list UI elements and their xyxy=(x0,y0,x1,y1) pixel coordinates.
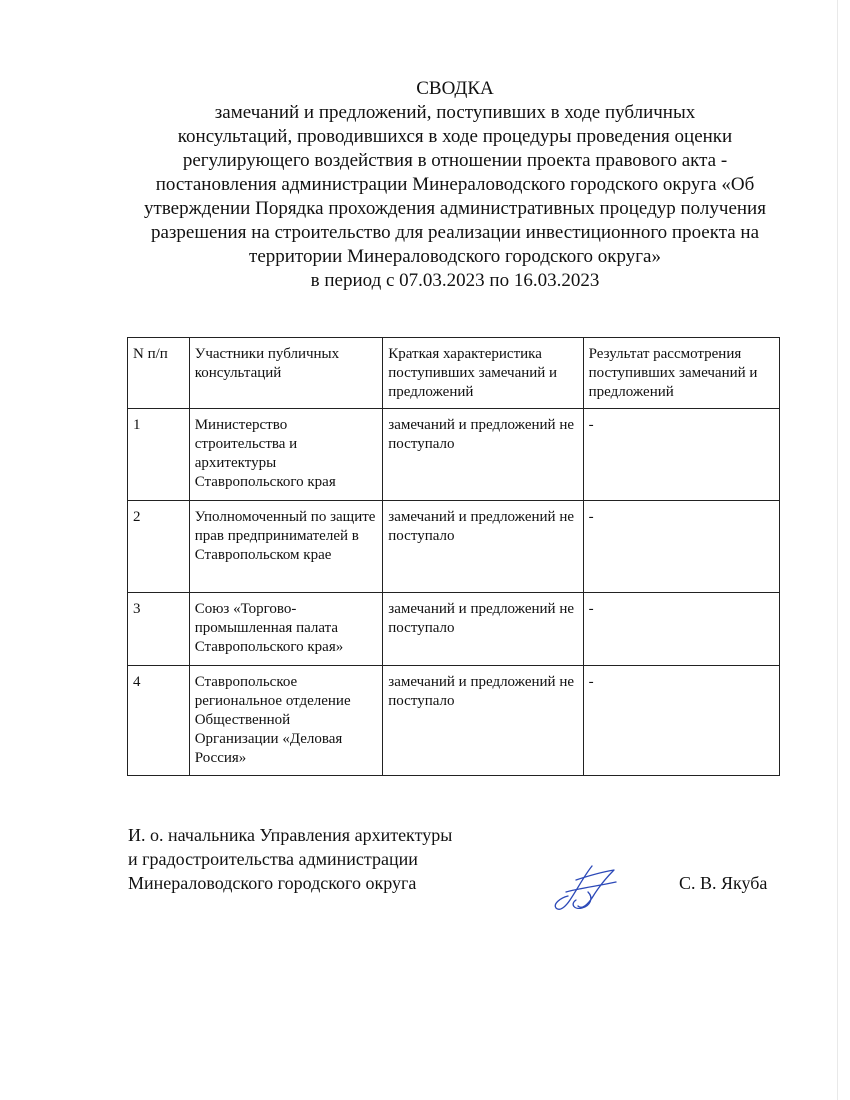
table-row xyxy=(128,501,780,593)
signatory-position xyxy=(128,823,452,895)
document-header xyxy=(100,77,810,293)
result-cell: - xyxy=(583,666,779,776)
table-row xyxy=(128,593,780,666)
document-title: СВОДКА xyxy=(416,78,494,99)
header-line: консультаций, проводившихся в ходе процедуры проведения оценки xyxy=(177,126,733,147)
remarks-cell: замечаний и предложений не поступало xyxy=(383,501,583,593)
header-line: замечаний и предложений, поступивших в ходе публичных xyxy=(214,102,696,123)
remarks-cell: замечаний и предложений не поступало xyxy=(383,666,583,776)
participant-cell: Ставропольское региональное отделение Общественной Организации «Деловая Россия» xyxy=(189,666,383,776)
table-row xyxy=(128,409,780,501)
result-cell: - xyxy=(583,593,779,666)
row-number: 1 xyxy=(128,409,190,501)
remarks-cell: замечаний и предложений не поступало xyxy=(383,409,583,501)
scan-edge-line xyxy=(837,0,838,1100)
row-number: 3 xyxy=(128,593,190,666)
result-cell: - xyxy=(583,409,779,501)
row-number: 4 xyxy=(128,666,190,776)
header-line: регулирующего воздействия в отношении проекта правового акта - xyxy=(182,150,728,171)
consultation-table xyxy=(127,337,780,776)
header-line: территории Минераловодского городского округа» xyxy=(249,246,661,267)
result-cell: - xyxy=(583,501,779,593)
position-line: И. о. начальника Управления архитектуры xyxy=(128,825,453,845)
participant-cell: Союз «Торгово-промышленная палата Ставропольского края» xyxy=(189,593,383,666)
column-header-number: N п/п xyxy=(128,338,190,409)
header-line: постановления администрации Минераловодского городского округа «Об xyxy=(155,174,755,195)
column-header-remarks: Краткая характеристика поступивших замечаний и предложений xyxy=(383,338,583,409)
table-row xyxy=(128,666,780,776)
participant-cell: Министерство строительства и архитектуры Ставропольского края xyxy=(189,409,383,501)
header-line: утверждении Порядка прохождения административных процедур получения xyxy=(144,198,766,219)
row-number: 2 xyxy=(128,501,190,593)
participant-cell: Уполномоченный по защите прав предпринимателей в Ставропольском крае xyxy=(189,501,383,593)
header-period: в период с 07.03.2023 по 16.03.2023 xyxy=(310,270,600,291)
remarks-cell: замечаний и предложений не поступало xyxy=(383,593,583,666)
column-header-participants: Участники публичных консультаций xyxy=(189,338,383,409)
signatory-name: С. В. Якуба xyxy=(679,873,768,893)
position-line: и градостроительства администрации xyxy=(128,849,418,869)
handwritten-signature xyxy=(548,858,628,918)
column-header-result: Результат рассмотрения поступивших замечаний и предложений xyxy=(583,338,779,409)
table-header-row xyxy=(128,338,780,409)
position-line: Минераловодского городского округа xyxy=(128,873,417,893)
signature-stroke xyxy=(566,882,616,892)
header-line: разрешения на строительство для реализации инвестиционного проекта на xyxy=(150,222,760,243)
signature-stroke xyxy=(573,892,591,908)
